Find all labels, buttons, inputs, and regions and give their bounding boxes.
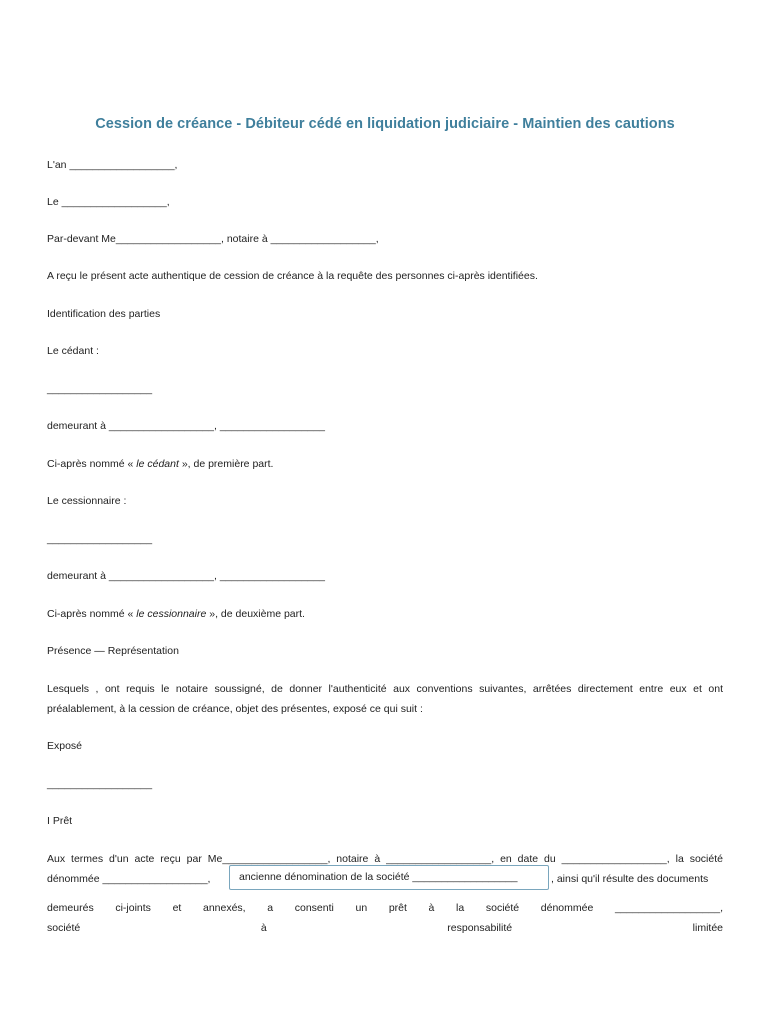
cedant-heading: Le cédant :: [47, 345, 99, 357]
expose-blank: __________________: [47, 778, 153, 790]
word: ci-joints: [115, 902, 151, 914]
cessionnaire-designation-term: le cessionnaire: [136, 608, 207, 620]
word: la: [456, 902, 465, 914]
date-line: Le __________________,: [47, 196, 170, 208]
word: responsabilité: [447, 922, 513, 934]
demeures-line: [47, 902, 723, 914]
cedant-designation-suffix: », de première part.: [178, 458, 274, 470]
denommee-suffix: , ainsi qu'il résulte des documents: [551, 873, 709, 885]
aux-termes-line: Aux termes d'un acte reçu par Me__________________, notaire à __________________, en date du __________________, la société: [47, 853, 723, 865]
word: annexés,: [202, 902, 246, 914]
cessionnaire-designation-suffix: », de deuxième part.: [206, 608, 305, 620]
document-title: Cession de créance - Débiteur cédé en liquidation judiciaire - Maintien des cautions: [95, 116, 675, 132]
expose-heading: Exposé: [47, 740, 83, 752]
parties-heading: Identification des parties: [47, 308, 161, 320]
word: demeurés: [47, 902, 94, 914]
presence-heading: Présence — Représentation: [47, 645, 179, 657]
societe-line: [47, 922, 723, 934]
word: société: [47, 922, 81, 934]
cessionnaire-name-blank: __________________: [47, 533, 153, 545]
notary-line: Par-devant Me__________________, notaire à __________________,: [47, 233, 379, 245]
lesquels-line-2: préalablement, à la cession de créance, objet des présentes, exposé ce qui suit :: [47, 703, 423, 715]
word: un: [355, 902, 368, 914]
preamble-line: A reçu le présent acte authentique de cession de créance à la requête des personnes ci-après identifiées.: [47, 270, 538, 282]
word: à: [428, 902, 435, 914]
word: société: [485, 902, 520, 914]
year-line: L'an __________________,: [47, 159, 178, 171]
word: limitée: [692, 922, 723, 934]
cedant-designation-prefix: Ci-après nommé «: [47, 458, 137, 470]
cessionnaire-designation-line: [47, 608, 305, 620]
cedant-address-line: demeurant à __________________, __________________: [47, 420, 325, 432]
word: à: [260, 922, 267, 934]
word: prêt: [388, 902, 407, 914]
cedant-designation-term: le cédant: [136, 458, 179, 470]
cessionnaire-designation-prefix: Ci-après nommé «: [47, 608, 137, 620]
word: consenti: [294, 902, 334, 914]
pret-heading: I Prêt: [47, 815, 73, 827]
cedant-name-blank: __________________: [47, 383, 153, 395]
word: __________________,: [614, 902, 723, 914]
word: et: [172, 902, 182, 914]
word: dénommée: [540, 902, 594, 914]
cessionnaire-heading: Le cessionnaire :: [47, 495, 127, 507]
word: a: [267, 902, 274, 914]
cessionnaire-address-line: demeurant à __________________, __________________: [47, 570, 325, 582]
highlighted-field-box[interactable]: ancienne dénomination de la société __________________: [229, 865, 549, 890]
cedant-designation-line: [47, 458, 273, 470]
denommee-prefix: dénommée __________________,: [47, 873, 211, 885]
lesquels-line-1: Lesquels , ont requis le notaire soussigné, de donner l'authenticité aux conventions suivantes, arrêtées directement entre eux et ont: [47, 683, 723, 695]
